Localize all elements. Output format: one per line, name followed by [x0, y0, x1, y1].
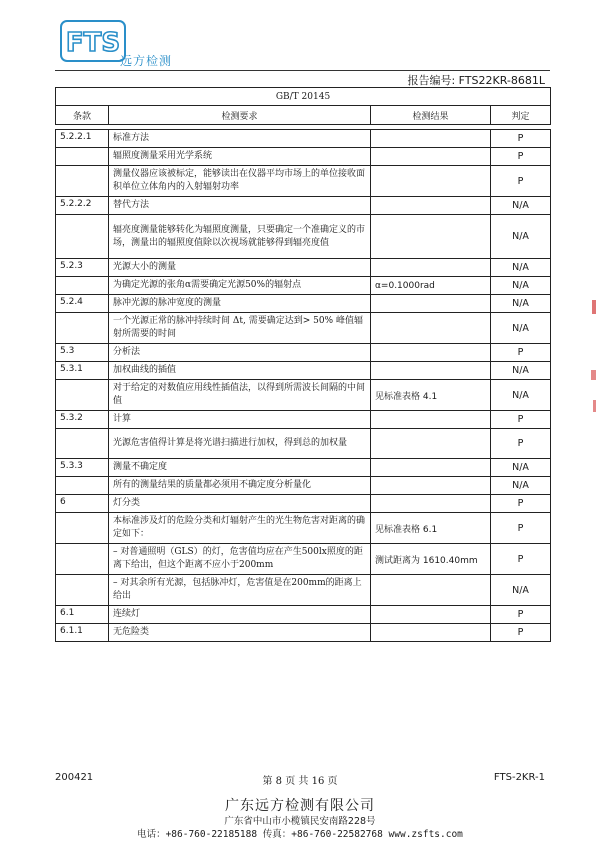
clause-cell	[56, 215, 109, 259]
requirement-cell: 测量仪器应该被标定，能够读出在仪器平均市场上的单位接收面积单位立体角内的入射辐射功率	[109, 166, 371, 197]
result-cell	[371, 130, 491, 148]
requirement-cell: 辐亮度测量能够转化为辐照度测量，只要确定一个准确定义的市场，测量出的辐照度值除以次视场就能够得到辐亮度值	[109, 215, 371, 259]
table-body	[56, 130, 551, 642]
column-header-result: 检测结果	[371, 106, 491, 125]
clause-cell: 5.2.4	[56, 295, 109, 313]
footer-date-code: 200421	[55, 772, 94, 783]
result-cell	[371, 344, 491, 362]
table-row	[56, 459, 551, 477]
table-row	[56, 295, 551, 313]
verdict-cell: N/A	[491, 259, 551, 277]
verdict-cell: P	[491, 624, 551, 642]
standard-title: GB/T 20145	[56, 88, 551, 106]
requirement-cell: 为确定光源的张角α需要确定光源50%的辐射点	[109, 277, 371, 295]
result-cell	[371, 166, 491, 197]
company-full-name: 广东远方检测有限公司	[225, 798, 375, 814]
table-row	[56, 277, 551, 295]
requirement-cell: 替代方法	[109, 197, 371, 215]
verdict-cell: P	[491, 411, 551, 429]
requirement-cell: – 对其余所有光源，包括脉冲灯，危害值是在200mm的距离上给出	[109, 575, 371, 606]
clause-cell	[56, 148, 109, 166]
verdict-cell: P	[491, 344, 551, 362]
verdict-cell: N/A	[491, 197, 551, 215]
table-row	[56, 477, 551, 495]
verdict-cell: N/A	[491, 277, 551, 295]
verdict-cell: N/A	[491, 313, 551, 344]
column-header-requirement: 检测要求	[109, 106, 371, 125]
requirement-cell: 测量不确定度	[109, 459, 371, 477]
result-cell	[371, 459, 491, 477]
clause-cell	[56, 277, 109, 295]
clause-cell	[56, 513, 109, 544]
requirement-cell: 加权曲线的插值	[109, 362, 371, 380]
test-results-table	[55, 87, 551, 642]
requirement-cell: 无危险类	[109, 624, 371, 642]
clause-cell	[56, 380, 109, 411]
table-row	[56, 513, 551, 544]
verdict-cell: P	[491, 544, 551, 575]
logo-text: FTS	[65, 28, 121, 58]
clause-cell	[56, 313, 109, 344]
company-short-name: 远方检测	[120, 54, 173, 68]
result-cell	[371, 362, 491, 380]
requirement-cell: 计算	[109, 411, 371, 429]
clause-cell	[56, 575, 109, 606]
table-row	[56, 575, 551, 606]
clause-cell: 5.2.2.1	[56, 130, 109, 148]
clause-cell	[56, 166, 109, 197]
table-row	[56, 411, 551, 429]
table-row	[56, 344, 551, 362]
clause-cell: 5.2.2.2	[56, 197, 109, 215]
footer-page-number: 第 8 页 共 16 页	[262, 776, 338, 787]
clause-cell	[56, 429, 109, 459]
result-cell: 见标准表格 6.1	[371, 513, 491, 544]
column-header-clause: 条款	[56, 106, 109, 125]
clause-cell: 5.3	[56, 344, 109, 362]
table-row	[56, 362, 551, 380]
company-contact: 电话：+86-760-22185188 传真：+86-760-22582768 www.zsfts.com	[137, 829, 463, 840]
result-cell	[371, 313, 491, 344]
verdict-cell: P	[491, 148, 551, 166]
verdict-cell: P	[491, 606, 551, 624]
requirement-cell: 光源大小的测量	[109, 259, 371, 277]
result-cell: 见标准表格 4.1	[371, 380, 491, 411]
verdict-cell: N/A	[491, 575, 551, 606]
verdict-cell: P	[491, 495, 551, 513]
table-row	[56, 544, 551, 575]
table-row	[56, 429, 551, 459]
verdict-cell: N/A	[491, 380, 551, 411]
result-cell	[371, 148, 491, 166]
clause-cell: 5.3.2	[56, 411, 109, 429]
report-number: 报告编号: FTS22KR-8681L	[407, 74, 545, 87]
result-cell	[371, 429, 491, 459]
company-address: 广东省中山市小榄镇民安南路228号	[224, 816, 376, 827]
table-row	[56, 130, 551, 148]
requirement-cell: 辐照度测量采用光学系统	[109, 148, 371, 166]
verdict-cell: N/A	[491, 362, 551, 380]
clause-cell: 6.1.1	[56, 624, 109, 642]
requirement-cell: 连续灯	[109, 606, 371, 624]
result-cell: α=0.1000rad	[371, 277, 491, 295]
clause-cell: 6	[56, 495, 109, 513]
verdict-cell: P	[491, 513, 551, 544]
fts-logo	[60, 20, 126, 62]
result-cell	[371, 295, 491, 313]
header-rule	[55, 70, 550, 71]
requirement-cell: 一个光源正常的脉冲持续时间 Δt, 需要确定达到> 50% 峰值辐射所需要的时间	[109, 313, 371, 344]
verdict-cell: N/A	[491, 459, 551, 477]
table-row	[56, 380, 551, 411]
table-row	[56, 313, 551, 344]
verdict-cell: N/A	[491, 215, 551, 259]
table-row	[56, 606, 551, 624]
clause-cell: 5.3.1	[56, 362, 109, 380]
footer-form-code: FTS-2KR-1	[493, 772, 545, 783]
verdict-cell: P	[491, 429, 551, 459]
table-row	[56, 215, 551, 259]
result-cell	[371, 624, 491, 642]
verdict-cell: N/A	[491, 295, 551, 313]
verdict-cell: N/A	[491, 477, 551, 495]
seal-stamp-edge	[588, 300, 598, 420]
clause-cell	[56, 544, 109, 575]
requirement-cell: 本标准涉及灯的危险分类和灯辐射产生的光生物危害对距离的确定如下：	[109, 513, 371, 544]
result-cell	[371, 215, 491, 259]
result-cell	[371, 495, 491, 513]
table-row	[56, 495, 551, 513]
clause-cell: 5.3.3	[56, 459, 109, 477]
table-row	[56, 624, 551, 642]
result-cell	[371, 606, 491, 624]
requirement-cell: 脉冲光源的脉冲宽度的测量	[109, 295, 371, 313]
clause-cell: 5.2.3	[56, 259, 109, 277]
requirement-cell: 分析法	[109, 344, 371, 362]
requirement-cell: 光源危害值得计算是将光谱扫描进行加权，得到总的加权量	[109, 429, 371, 459]
result-cell	[371, 197, 491, 215]
verdict-cell: P	[491, 166, 551, 197]
column-header-verdict: 判定	[491, 106, 551, 125]
requirement-cell: – 对普通照明（GLS）的灯，危害值均应在产生500lx照度的距离下给出，但这个距离不应小于200mm	[109, 544, 371, 575]
table-row	[56, 148, 551, 166]
requirement-cell: 标准方法	[109, 130, 371, 148]
clause-cell	[56, 477, 109, 495]
clause-cell: 6.1	[56, 606, 109, 624]
verdict-cell: P	[491, 130, 551, 148]
table-row	[56, 259, 551, 277]
result-cell	[371, 411, 491, 429]
requirement-cell: 对于给定的对数值应用线性插值法，以得到所需波长间隔的中间值	[109, 380, 371, 411]
result-cell	[371, 477, 491, 495]
table-row	[56, 166, 551, 197]
table-row	[56, 197, 551, 215]
requirement-cell: 所有的测量结果的质量都必须用不确定度分析量化	[109, 477, 371, 495]
result-cell	[371, 575, 491, 606]
requirement-cell: 灯分类	[109, 495, 371, 513]
result-cell	[371, 259, 491, 277]
result-cell: 测试距离为 1610.40mm	[371, 544, 491, 575]
